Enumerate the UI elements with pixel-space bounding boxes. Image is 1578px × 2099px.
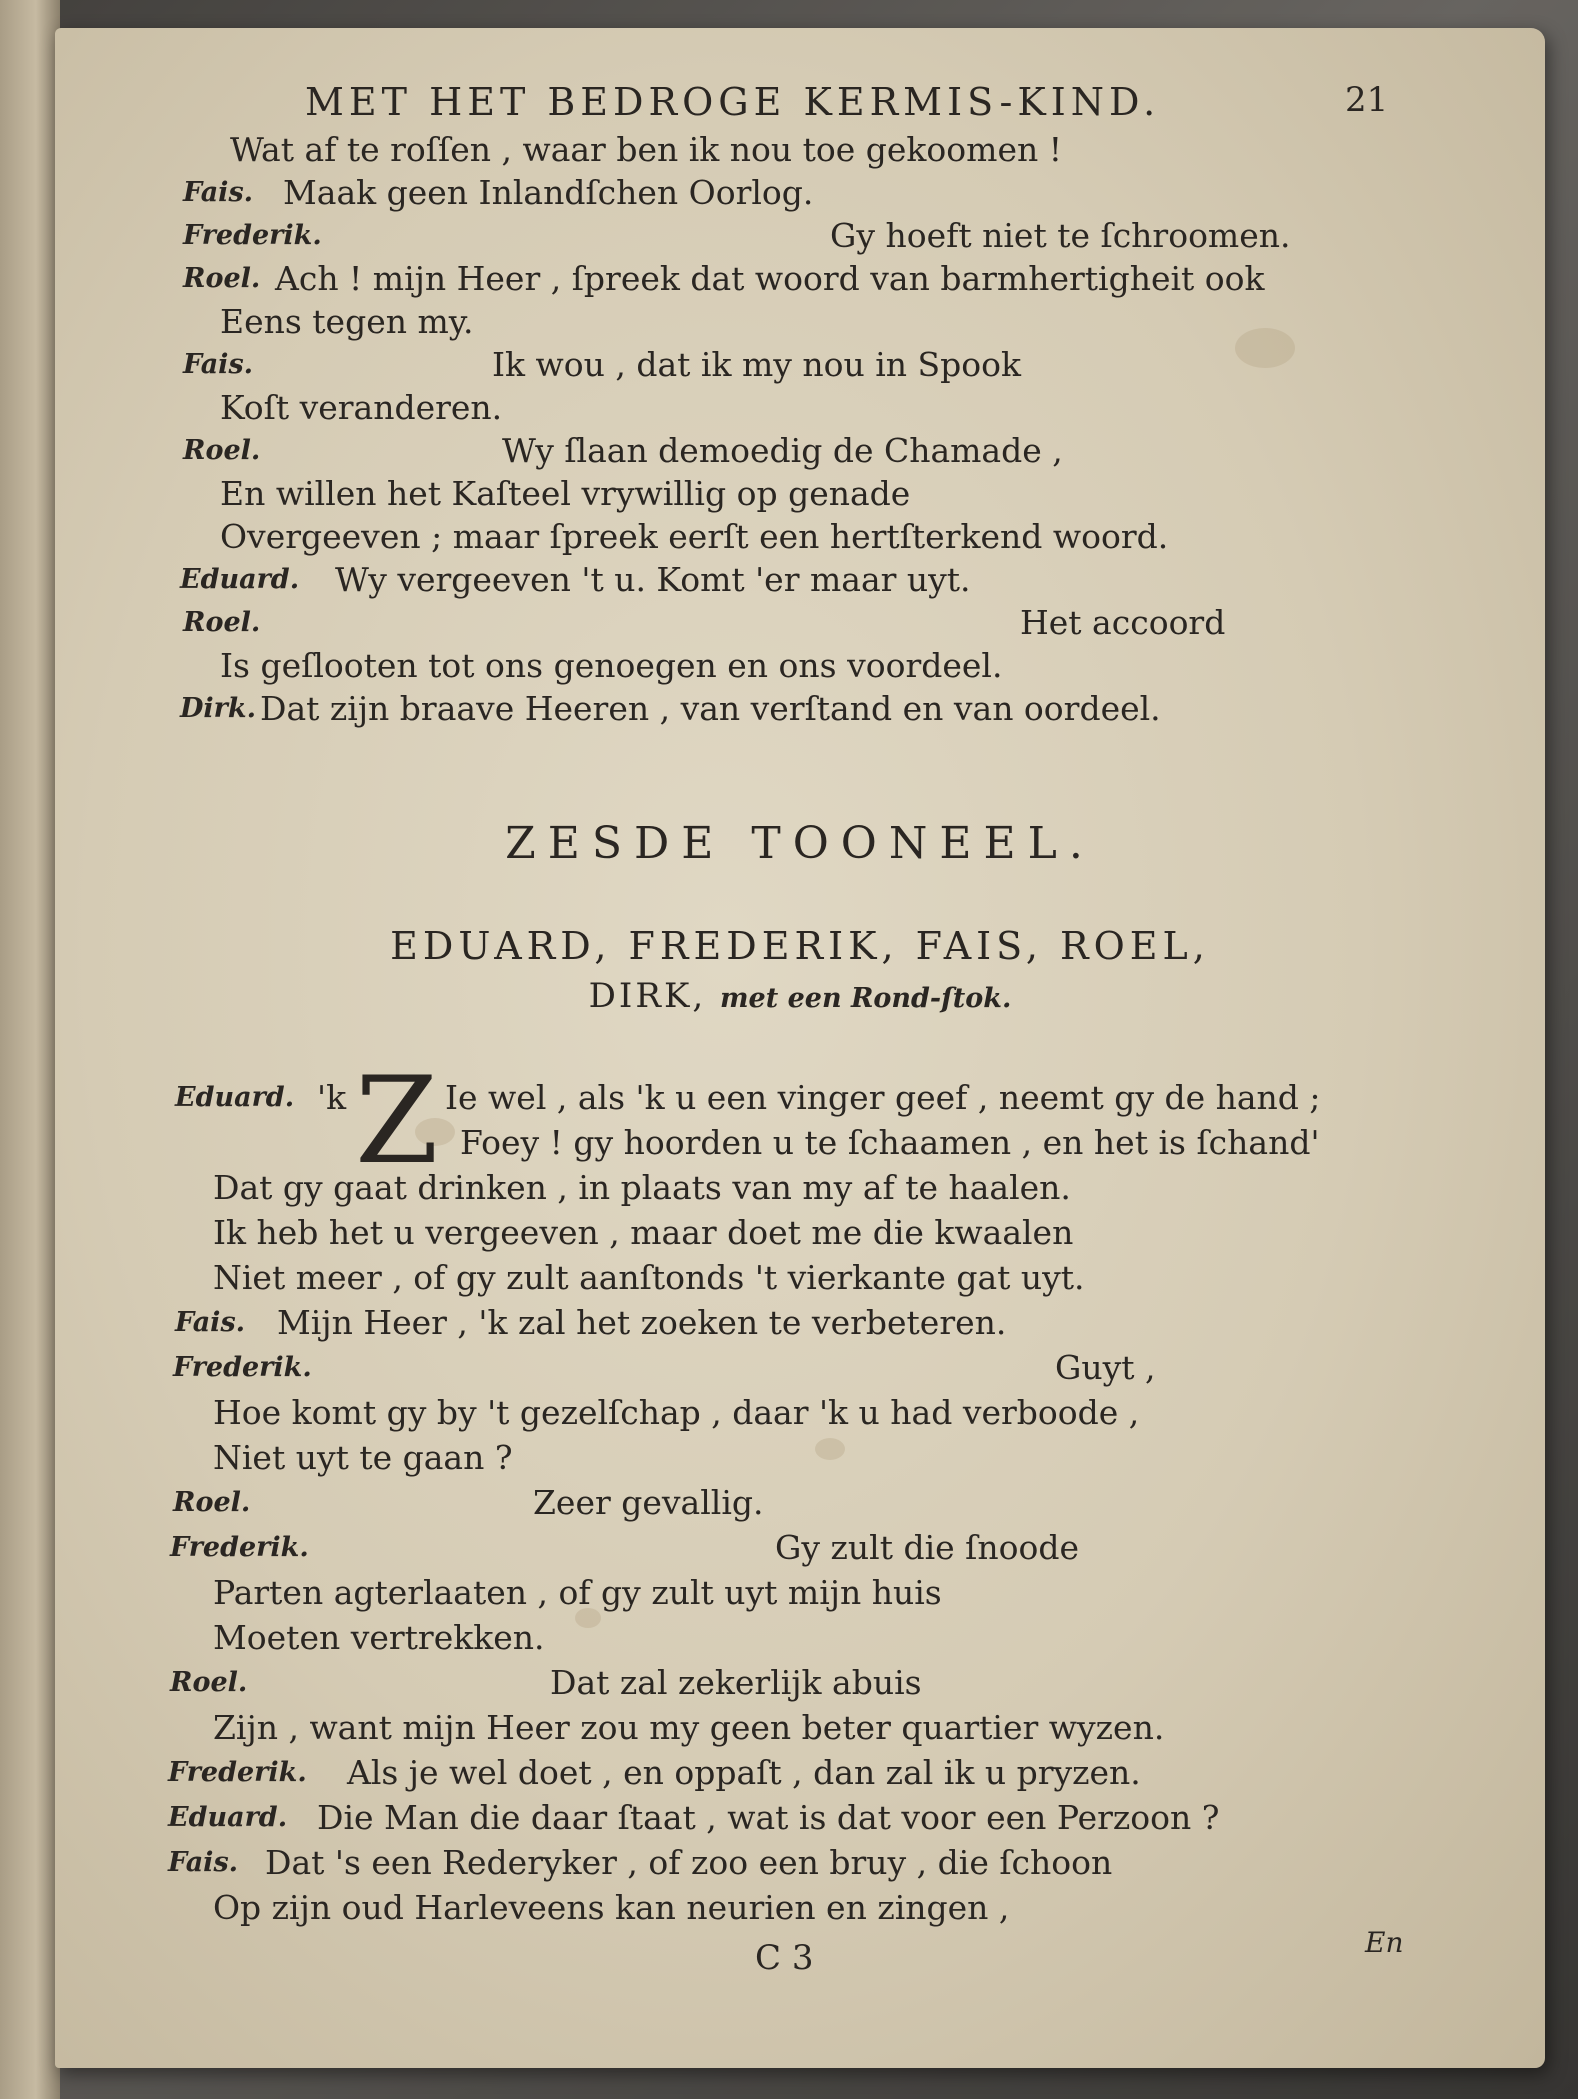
- verse-text: Gy zult die ſnoode: [775, 1528, 1079, 1567]
- verse-line: [55, 1346, 1545, 1390]
- book-page: [55, 28, 1545, 2068]
- verse-text: Dat zijn braave Heeren , van verſtand en van oordeel.: [260, 689, 1161, 728]
- verse-line: [55, 1796, 1545, 1840]
- verse-lead: 'k: [317, 1078, 347, 1117]
- verse-line: [55, 171, 1545, 215]
- cast-list-line-2: [55, 976, 1545, 1016]
- verse-text: Moeten vertrekken.: [213, 1618, 545, 1657]
- verse-line: [55, 1256, 1545, 1300]
- catchword: En: [1365, 1926, 1404, 1959]
- verse-text: Als je wel doet , en oppaſt , dan zal ik u pryzen.: [347, 1753, 1141, 1792]
- verse-text: Maak geen Inlandſchen Oorlog.: [283, 173, 814, 212]
- facing-page-edge: [0, 0, 60, 2099]
- verse-text: Zeer gevallig.: [533, 1483, 764, 1522]
- verse-line: [55, 1391, 1545, 1435]
- verse-line: [55, 1211, 1545, 1255]
- verse-line: [55, 1661, 1545, 1705]
- speaker-name: Roel.: [173, 1487, 251, 1518]
- verse-line: [55, 558, 1545, 602]
- verse-text: Ik heb het u vergeeven , maar doet me die kwaalen: [213, 1213, 1074, 1252]
- verse-text: Ie wel , als 'k u een vinger geef , neemt gy de hand ;: [445, 1078, 1321, 1117]
- verse-text: En willen het Kaſteel vrywillig op genade: [220, 474, 911, 513]
- verse-text: Wy ſlaan demoedig de Chamade ,: [502, 431, 1063, 470]
- cast-stage-note: met een Rond-ſtok.: [719, 983, 1012, 1014]
- verse-text: Die Man die daar ſtaat , wat is dat voor een Perzoon ?: [317, 1798, 1220, 1837]
- verse-text: Wat af te roſſen , waar ben ik nou toe gekoomen !: [230, 130, 1062, 169]
- verse-text: Eens tegen my.: [220, 302, 474, 341]
- verse-text: Wy vergeeven 't u. Komt 'er maar uyt.: [335, 560, 971, 599]
- verse-line: [55, 1706, 1545, 1750]
- verse-text: Mijn Heer , 'k zal het zoeken te verbeteren.: [277, 1303, 1007, 1342]
- verse-line: [55, 1841, 1545, 1885]
- verse-text: Ik wou , dat ik my nou in Spook: [492, 345, 1021, 384]
- cast-list-line-1: EDUARD, FREDERIK, FAIS, ROEL,: [390, 924, 1210, 968]
- verse-text: Het accoord: [1020, 603, 1226, 642]
- verse-text: Ach ! mijn Heer , ſpreek dat woord van barmhertigheit ook: [275, 259, 1265, 298]
- verse-text: Dat 's een Rederyker , of zoo een bruy , die ſchoon: [265, 1843, 1113, 1882]
- verse-line: [55, 257, 1545, 301]
- page-number: 21: [1345, 80, 1389, 120]
- verse-text: Zijn , want mijn Heer zou my geen beter quartier wyzen.: [213, 1708, 1165, 1747]
- verse-line: [55, 687, 1545, 731]
- speaker-name: Roel.: [183, 607, 261, 638]
- verse-text: Guyt ,: [1055, 1348, 1156, 1387]
- verse-line: [55, 1481, 1545, 1525]
- verse-text: Dat zal zekerlijk abuis: [550, 1663, 922, 1702]
- speaker-name: Eduard.: [180, 564, 300, 595]
- verse-text: Op zijn oud Harleveens kan neurien en zingen ,: [213, 1888, 1010, 1927]
- signature-mark: C 3: [755, 1938, 814, 1978]
- verse-line: [55, 1571, 1545, 1615]
- speaker-name: Fais.: [183, 349, 254, 380]
- speaker-name: Fais.: [183, 177, 254, 208]
- verse-text: Overgeeven ; maar ſpreek eerſt een hertſterkend woord.: [220, 517, 1169, 556]
- verse-line: [55, 1616, 1545, 1660]
- speaker-name: Dirk.: [180, 693, 257, 724]
- verse-line: [55, 1121, 1545, 1165]
- cast-names: DIRK,: [588, 976, 707, 1016]
- verse-text: Foey ! gy hoorden u te ſchaamen , en het is ſchand': [460, 1123, 1320, 1162]
- verse-line: [55, 644, 1545, 688]
- verse-text: Parten agterlaaten , of gy zult uyt mijn huis: [213, 1573, 942, 1612]
- verse-line: [55, 472, 1545, 516]
- speaker-name: Roel.: [183, 263, 261, 294]
- speaker-name: Frederik.: [183, 220, 322, 251]
- running-title: MET HET BEDROGE KERMIS-KIND.: [305, 80, 1161, 124]
- speaker-name: Roel.: [183, 435, 261, 466]
- verse-line: [55, 429, 1545, 473]
- scene-title: ZESDE TOONEEL.: [505, 818, 1095, 869]
- speaker-name: Eduard.: [175, 1082, 295, 1113]
- verse-line: [55, 1436, 1545, 1480]
- verse-text: Gy hoeft niet te ſchroomen.: [830, 216, 1291, 255]
- verse-line: [55, 1886, 1545, 1930]
- verse-text: Is geſlooten tot ons genoegen en ons voordeel.: [220, 646, 1003, 685]
- verse-line: [55, 128, 1545, 172]
- speaker-name: Frederik.: [173, 1352, 312, 1383]
- verse-line: [55, 1526, 1545, 1570]
- speaker-name: Frederik.: [168, 1757, 307, 1788]
- speaker-name: Frederik.: [170, 1532, 309, 1563]
- verse-line: [55, 1301, 1545, 1345]
- verse-text: Niet meer , of gy zult aanſtonds 't vierkante gat uyt.: [213, 1258, 1085, 1297]
- verse-line: [55, 386, 1545, 430]
- speaker-name: Fais.: [175, 1307, 246, 1338]
- verse-text: Dat gy gaat drinken , in plaats van my af te haalen.: [213, 1168, 1071, 1207]
- verse-line: [55, 1751, 1545, 1795]
- speaker-name: Fais.: [168, 1847, 239, 1878]
- verse-text: Koſt veranderen.: [220, 388, 503, 427]
- speaker-name: Eduard.: [168, 1802, 288, 1833]
- verse-line: [55, 1166, 1545, 1210]
- verse-line: [55, 343, 1545, 387]
- verse-text: Niet uyt te gaan ?: [213, 1438, 513, 1477]
- verse-line: [55, 1076, 1545, 1120]
- verse-line: [55, 300, 1545, 344]
- verse-line: [55, 601, 1545, 645]
- verse-line: [55, 515, 1545, 559]
- speaker-name: Roel.: [170, 1667, 248, 1698]
- drop-cap: Z: [355, 1052, 439, 1191]
- verse-line: [55, 214, 1545, 258]
- verse-text: Hoe komt gy by 't gezelſchap , daar 'k u had verboode ,: [213, 1393, 1140, 1432]
